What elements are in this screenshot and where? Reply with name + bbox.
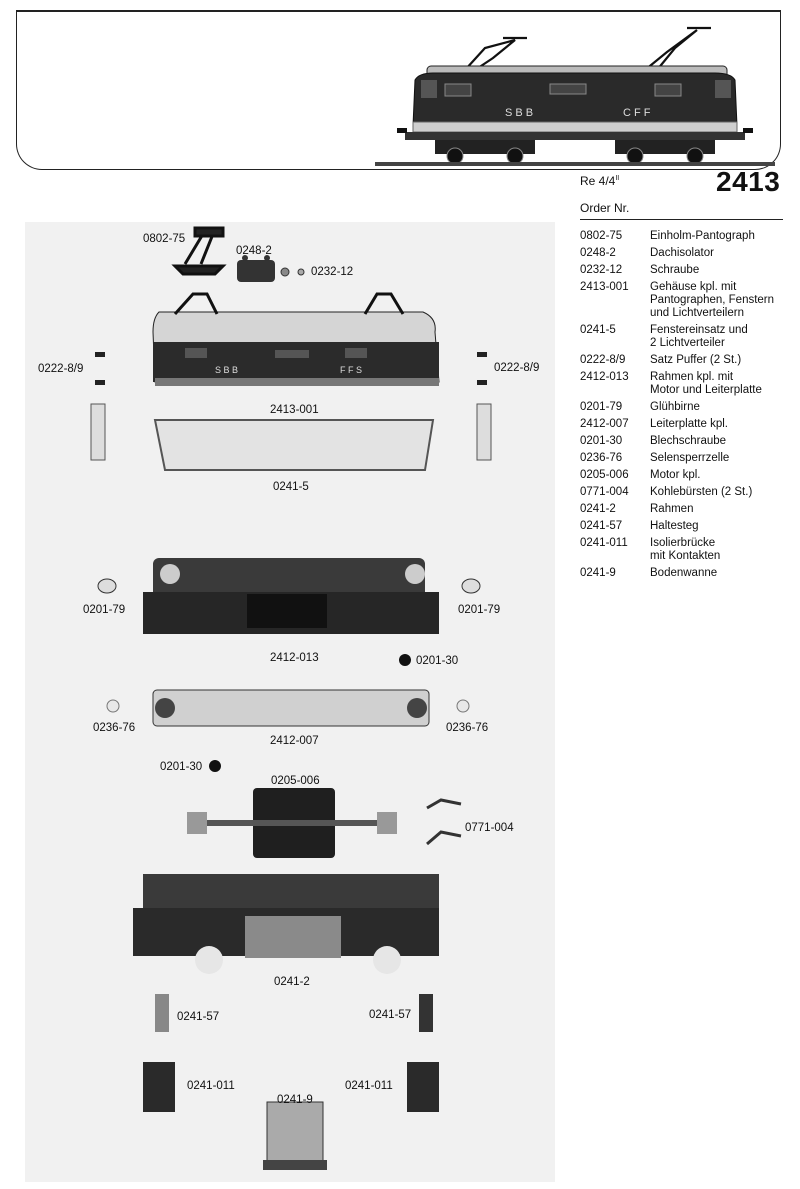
part-description-line: Selensperrzelle: [650, 452, 730, 464]
frame-part: [133, 874, 439, 974]
part-description-line: Dachisolator: [650, 247, 714, 259]
part-row: [580, 503, 790, 516]
part-description-line: Rahmen: [650, 503, 694, 515]
part-description-line: Leiterplatte kpl.: [650, 418, 728, 430]
part-description-line: und Lichtverteilern: [650, 307, 744, 319]
part-row: [580, 537, 790, 563]
part-description-line: Isolierbrücke: [650, 537, 716, 549]
part-number: 0802-75: [580, 230, 623, 242]
part-description-line: Pantographen, Fenstern: [650, 294, 775, 306]
part-description-line: Motor kpl.: [650, 469, 701, 481]
part-number: 0241-2: [580, 503, 616, 515]
frame-complete-part: [143, 558, 439, 634]
callout-brushes: 0771-004: [465, 822, 514, 834]
part-number: 0236-76: [580, 452, 623, 464]
callout-roof-insulator: 0248-2: [236, 245, 272, 257]
callout-body: 2413-001: [270, 404, 319, 416]
callout-bridge-right: 0241-011: [345, 1080, 393, 1092]
part-number: 0232-12: [580, 264, 623, 276]
part-description-line: Motor und Leiterplatte: [650, 384, 762, 396]
callout-bottom-pan: 0241-9: [277, 1094, 313, 1106]
callout-bulb-left: 0201-79: [83, 604, 126, 616]
part-description-line: Rahmen kpl. mit: [650, 371, 734, 383]
part-description-line: Glühbirne: [650, 401, 700, 413]
part-description-line: Bodenwanne: [650, 567, 718, 579]
model-superscript: II: [615, 175, 620, 182]
callout-sheet-screw-top: 0201-30: [416, 655, 459, 667]
part-number: 0241-57: [580, 520, 623, 532]
screw-part: [281, 268, 289, 276]
part-description-line: Blechschraube: [650, 435, 727, 447]
part-number: 2413-001: [580, 281, 629, 293]
part-description-line: Schraube: [650, 264, 700, 276]
part-row: [580, 452, 790, 465]
part-row: [580, 281, 790, 320]
part-description-line: Fenstereinsatz und: [650, 324, 748, 336]
part-description-line: mit Kontakten: [650, 550, 721, 562]
part-number: 0241-011: [580, 537, 628, 549]
exploded-view: [25, 222, 555, 1182]
part-description: [650, 401, 790, 414]
part-description-line: Haltesteg: [650, 520, 699, 532]
part-description: [650, 230, 790, 243]
part-row: [580, 418, 790, 431]
callout-diode-left: 0236-76: [93, 722, 136, 734]
part-row: [580, 520, 790, 533]
motor-part: [187, 788, 397, 858]
part-row: [580, 469, 790, 482]
body-part: [153, 294, 439, 386]
callout-diode-right: 0236-76: [446, 722, 489, 734]
part-description: [650, 537, 790, 563]
callout-window-insert: 0241-5: [273, 481, 309, 493]
part-row: [580, 401, 790, 414]
part-description: [650, 264, 790, 277]
part-number: 0771-004: [580, 486, 629, 498]
order-header: Order Nr.: [580, 201, 783, 220]
part-row: [580, 230, 790, 243]
part-description: [650, 567, 790, 580]
part-description: [650, 469, 790, 482]
part-number: 0222-8/9: [580, 354, 626, 366]
part-number: 0241-9: [580, 567, 616, 579]
part-row: [580, 324, 790, 350]
callout-buffers-right: 0222-8/9: [494, 362, 540, 374]
part-description: [650, 418, 790, 431]
part-number: 0205-006: [580, 469, 629, 481]
part-description: [650, 435, 790, 448]
pantograph-part: [175, 228, 223, 274]
bottom-pan-part: [263, 1102, 327, 1170]
locomotive-photo: [375, 18, 775, 170]
model-number: 2413: [716, 166, 781, 197]
callout-bracket-right: 0241-57: [369, 1009, 412, 1021]
part-description: [650, 354, 790, 367]
part-number: 0248-2: [580, 247, 616, 259]
callout-bridge-left: 0241-011: [187, 1080, 235, 1092]
callout-frame: 0241-2: [274, 976, 310, 988]
callout-circuit-board: 2412-007: [270, 735, 319, 747]
part-description-line: Einholm-Pantograph: [650, 230, 755, 242]
part-number: 2412-013: [580, 371, 629, 383]
part-row: [580, 435, 790, 448]
callout-bracket-left: 0241-57: [177, 1011, 220, 1023]
part-description-line: 2 Lichtverteiler: [650, 337, 725, 349]
callout-screw: 0232-12: [311, 266, 354, 278]
part-row: [580, 567, 790, 580]
loco-marking-right: C F F: [623, 107, 651, 119]
part-description: [650, 371, 790, 397]
part-row: [580, 247, 790, 260]
part-description: [650, 520, 790, 533]
part-number: 2412-007: [580, 418, 629, 430]
callout-buffers-left: 0222-8/9: [38, 363, 84, 375]
loco-marking-left: S B B: [505, 107, 534, 119]
window-insert-part: [155, 420, 433, 470]
parts-table: [580, 230, 790, 584]
callout-bulb-right: 0201-79: [458, 604, 501, 616]
part-description: [650, 503, 790, 516]
part-description-line: Satz Puffer (2 St.): [650, 354, 742, 366]
part-row: [580, 354, 790, 367]
roof-insulator-part: [237, 255, 275, 282]
part-number: 0241-5: [580, 324, 616, 336]
callout-pantograph: 0802-75: [143, 233, 186, 245]
part-row: [580, 486, 790, 499]
circuit-board-part: [153, 690, 429, 726]
part-number: 0201-79: [580, 401, 623, 413]
body-marking-left: S B B: [215, 365, 239, 375]
callout-motor: 0205-006: [271, 775, 320, 787]
part-description: [650, 281, 790, 320]
part-row: [580, 371, 790, 397]
part-number: 0201-30: [580, 435, 623, 447]
model-label: Re $4/4^{II}$: [580, 174, 620, 188]
callout-frame-complete: 2412-013: [270, 652, 319, 664]
part-description-line: Kohlebürsten (2 St.): [650, 486, 753, 498]
part-description: [650, 247, 790, 260]
part-description: [650, 452, 790, 465]
part-row: [580, 264, 790, 277]
callout-sheet-screw-bottom: 0201-30: [160, 761, 203, 773]
body-marking-right: F F S: [340, 365, 362, 375]
part-description-line: Gehäuse kpl. mit: [650, 281, 737, 293]
part-description: [650, 324, 790, 350]
part-description: [650, 486, 790, 499]
